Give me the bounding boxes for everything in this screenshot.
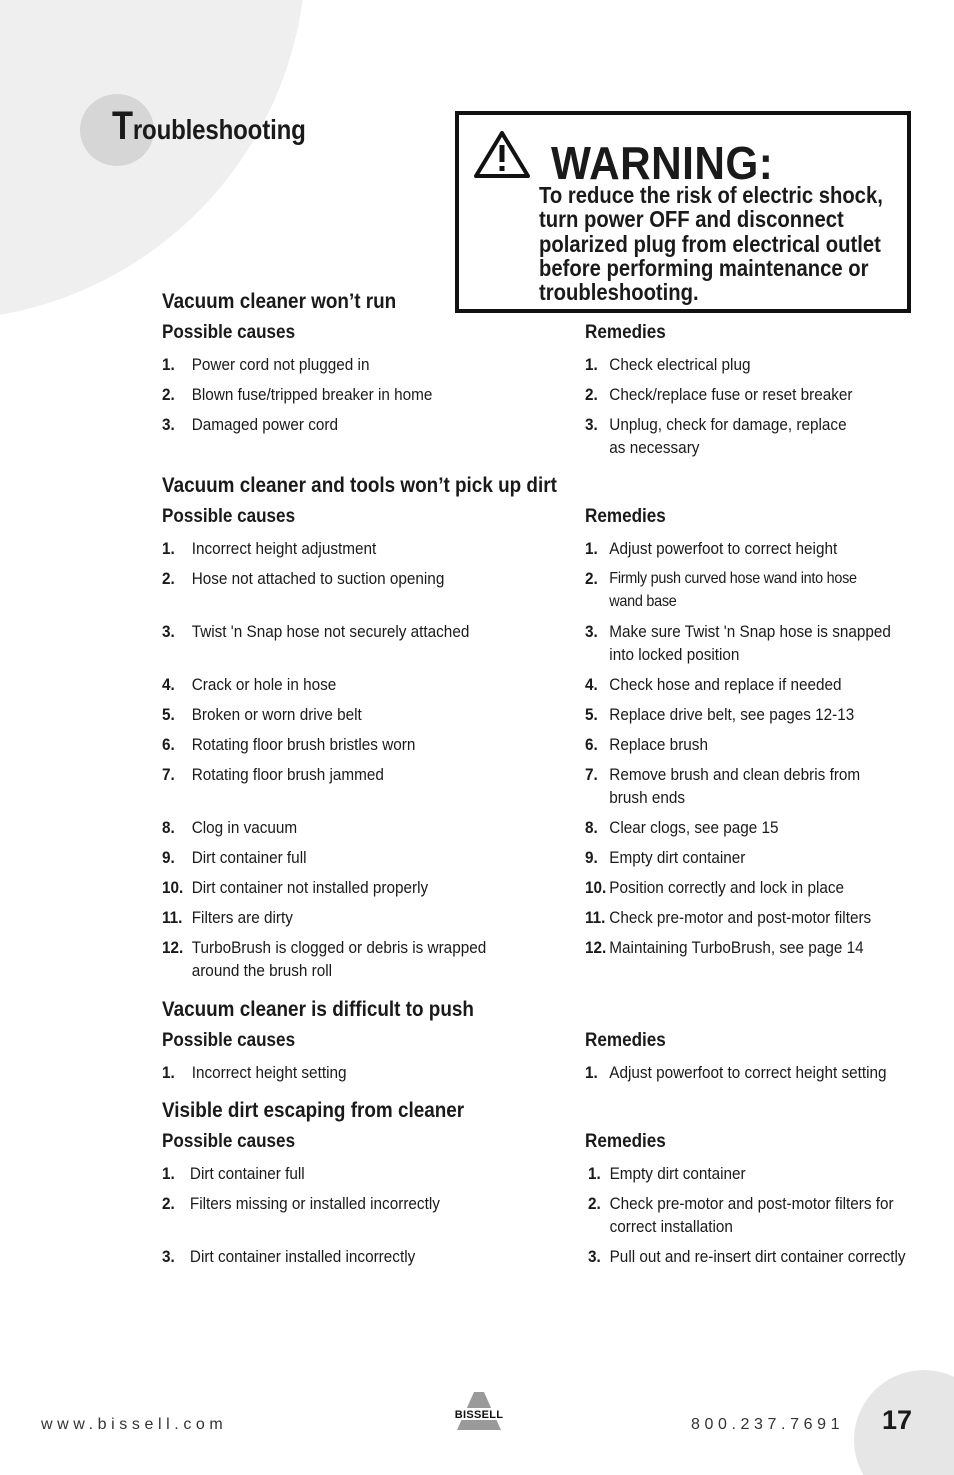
remedy-text: Unplug, check for damage, replace [609,415,847,434]
warning-line: before performing maintenance or [539,254,869,281]
cause-item [162,567,444,590]
cause-item [162,906,293,929]
warning-box [455,111,911,313]
remedy-item [585,567,857,613]
remedy-text: brush ends [609,788,686,807]
remedy-item [585,413,847,459]
cause-item [162,673,336,696]
remedy-number: 9. [585,848,598,867]
cause-text: Damaged power cord [191,415,338,434]
cause-number: 8. [162,818,175,837]
cause-number: 1. [162,355,175,374]
cause-item [162,816,297,839]
cause-text: Dirt container full [191,848,307,867]
remedy-text: Firmly push curved hose wand into hose [609,570,857,587]
remedy-item [585,733,708,756]
remedy-item [588,1192,894,1238]
cause-number: 5. [162,705,175,724]
warning-line: turn power OFF and disconnect [539,206,844,233]
remedy-text: Empty dirt container [609,1164,746,1183]
remedy-text: correct installation [609,1217,733,1236]
cause-text: Clog in vacuum [191,818,298,837]
cause-number: 3. [162,622,175,641]
remedy-text: Check/replace fuse or reset breaker [609,385,853,404]
cause-text: Incorrect height setting [191,1063,347,1082]
cause-number: 3. [162,1247,175,1266]
remedy-text: Adjust powerfoot to correct height setting [609,1063,887,1082]
cause-text: Incorrect height adjustment [191,539,377,558]
cause-item [162,936,486,982]
warning-heading: WARNING: [551,137,774,189]
cause-number: 2. [162,385,175,404]
remedy-number: 1. [585,1063,598,1082]
remedy-number: 7. [585,765,598,784]
remedy-number: 12. [585,938,607,957]
cause-text: Dirt container installed incorrectly [189,1247,416,1266]
section-title: Visible dirt escaping from cleaner [162,1099,465,1122]
remedy-item [588,1245,906,1268]
remedy-text: wand base [609,593,677,610]
remedy-number: 5. [585,705,598,724]
remedy-item [585,906,871,929]
cause-item [162,1192,440,1215]
cause-number: 7. [162,765,175,784]
causes-heading: Possible causes [162,1131,296,1152]
cause-text: Broken or worn drive belt [191,705,362,724]
remedy-text: Check hose and replace if needed [609,675,842,694]
cause-item [162,413,338,436]
remedy-item [585,1061,887,1084]
cause-text: TurboBrush is clogged or debris is wrapped [191,938,487,957]
cause-number: 1. [162,539,175,558]
logo-text: BISSELL [454,1409,504,1421]
page-title-rest: roubleshooting [132,114,306,145]
cause-text: Dirt container full [189,1164,305,1183]
cause-text: Dirt container not installed properly [191,878,429,897]
remedy-number: 2. [585,569,598,588]
cause-item [162,353,369,376]
causes-heading: Possible causes [162,506,296,527]
cause-number: 2. [162,569,175,588]
remedy-number: 2. [588,1194,601,1213]
remedy-item [585,936,864,959]
remedy-number: 1. [588,1164,601,1183]
remedy-item [585,353,750,376]
cause-text: Filters missing or installed incorrectly [189,1194,440,1213]
cause-item [162,763,384,786]
remedy-text: Replace drive belt, see pages 12-13 [609,705,855,724]
cause-item [162,876,428,899]
footer-phone: 800.237.7691 [691,1416,845,1433]
remedy-item [585,673,842,696]
cause-text: Rotating floor brush bristles worn [191,735,416,754]
page-title-initial: T [112,104,133,148]
remedy-text: as necessary [609,438,700,457]
remedy-number: 1. [585,539,598,558]
remedy-number: 10. [585,878,607,897]
section-title: Vacuum cleaner won’t run [162,290,397,313]
cause-number: 10. [162,878,184,897]
remedy-text: Clear clogs, see page 15 [609,818,779,837]
causes-heading: Possible causes [162,1030,296,1051]
remedy-item [585,537,837,560]
cause-number: 6. [162,735,175,754]
warning-text [539,183,909,304]
remedy-item [585,846,745,869]
remedy-item [585,620,891,666]
remedy-item [585,763,860,809]
cause-text: Twist 'n Snap hose not securely attached [191,622,470,641]
remedies-heading: Remedies [585,1030,666,1051]
remedy-item [585,703,854,726]
background-circle [0,0,306,320]
remedy-number: 1. [585,355,598,374]
cause-number: 2. [162,1194,175,1213]
remedies-heading: Remedies [585,1131,666,1152]
footer-url: www.bissell.com [41,1416,228,1433]
warning-triangle-icon [473,129,531,179]
cause-item [162,1061,346,1084]
remedies-heading: Remedies [585,506,666,527]
cause-number: 4. [162,675,175,694]
causes-heading: Possible causes [162,322,296,343]
warning-line: To reduce the risk of electric shock, [539,182,883,208]
remedy-number: 3. [588,1247,601,1266]
remedy-item [585,876,844,899]
cause-item [162,537,376,560]
section-title: Vacuum cleaner is difficult to push [162,998,474,1021]
cause-text: Power cord not plugged in [191,355,370,374]
cause-number: 3. [162,415,175,434]
bissell-logo [449,1392,509,1434]
page-number: 17 [882,1405,913,1435]
cause-item [162,1162,305,1185]
cause-text: Filters are dirty [191,908,293,927]
remedy-item [585,816,779,839]
remedy-number: 3. [585,415,598,434]
cause-number: 9. [162,848,175,867]
cause-text: around the brush roll [191,961,333,980]
remedy-text: into locked position [609,645,740,664]
remedy-text: Replace brush [609,735,708,754]
remedy-number: 6. [585,735,598,754]
remedy-number: 3. [585,622,598,641]
cause-item [162,733,415,756]
remedies-heading: Remedies [585,322,666,343]
remedy-text: Remove brush and clean debris from [609,765,861,784]
remedy-item [585,383,853,406]
remedy-item [588,1162,746,1185]
remedy-text: Make sure Twist 'n Snap hose is snapped [609,622,891,641]
cause-number: 11. [162,908,183,927]
cause-item [162,846,307,869]
cause-item [162,383,432,406]
remedy-number: 11. [585,908,606,927]
cause-text: Crack or hole in hose [191,675,337,694]
remedy-text: Check electrical plug [609,355,751,374]
remedy-text: Maintaining TurboBrush, see page 14 [609,938,864,957]
cause-number: 12. [162,938,184,957]
remedy-number: 4. [585,675,598,694]
section-title: Vacuum cleaner and tools won’t pick up dirt [162,474,557,497]
page-title [112,106,306,146]
remedy-text: Empty dirt container [609,848,746,867]
cause-item [162,1245,415,1268]
cause-text: Rotating floor brush jammed [191,765,384,784]
cause-number: 1. [162,1164,175,1183]
cause-item [162,620,469,643]
cause-text: Hose not attached to suction opening [191,569,445,588]
warning-line: troubleshooting. [539,279,699,306]
cause-text: Blown fuse/tripped breaker in home [191,385,433,404]
warning-line: polarized plug from electrical outlet [539,230,881,257]
remedy-text: Adjust powerfoot to correct height [609,539,838,558]
remedy-text: Check pre-motor and post-motor filters [609,908,872,927]
cause-number: 1. [162,1063,175,1082]
remedy-text: Position correctly and lock in place [609,878,845,897]
remedy-text: Pull out and re-insert dirt container correctly [609,1247,906,1266]
remedy-text: Check pre-motor and post-motor filters for [609,1194,894,1213]
cause-item [162,703,362,726]
remedy-number: 2. [585,385,598,404]
remedy-number: 8. [585,818,598,837]
